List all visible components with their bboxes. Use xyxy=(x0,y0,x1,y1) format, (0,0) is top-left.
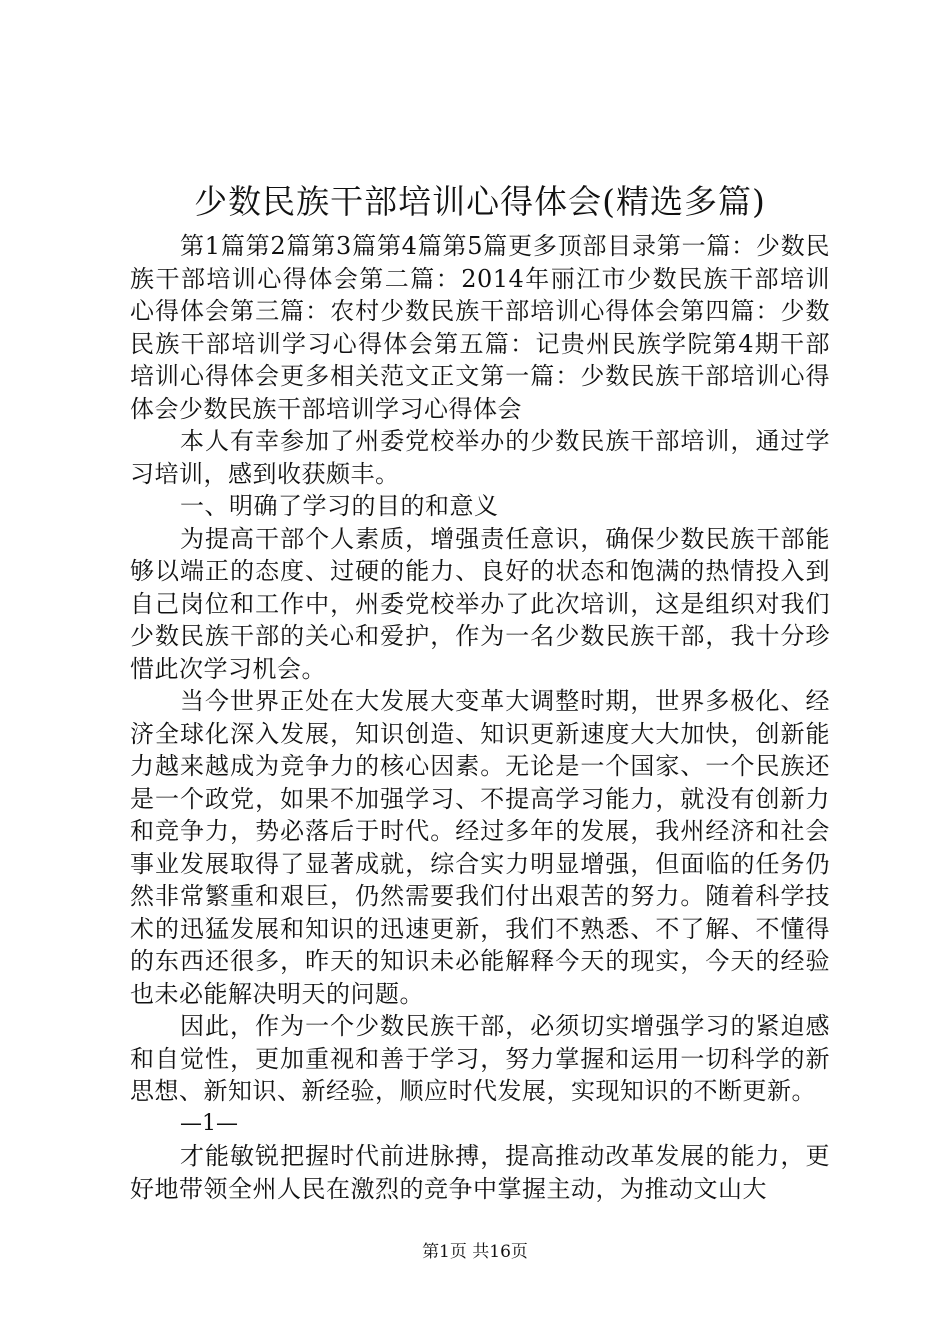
document-title: 少数民族干部培训心得体会(精选多篇) xyxy=(194,182,766,221)
section-heading: 一、明确了学习的目的和意义 xyxy=(180,492,499,520)
document-body xyxy=(130,230,830,1205)
paragraph-intro: 本人有幸参加了州委党校举办的少数民族干部培训，通过学习培训，感到收获颇丰。 xyxy=(130,427,830,488)
paragraph-body: 为提高干部个人素质，增强责任意识，确保少数民族干部能够以端正的态度、过硬的能力、良好的状态和饱满的热情投入到自己岗位和工作中，州委党校举办了此次培训，这是组织对我们少数民族干部的关心和爱护，作为一名少数民族干部，我十分珍惜此次学习机会。 xyxy=(130,524,830,683)
paragraph-body: 当今世界正处在大发展大变革大调整时期，世界多极化、经济全球化深入发展，知识创造、知识更新速度大大加快，创新能力越来越成为竞争力的核心因素。无论是一个国家、一个民族还是一个政党，如果不加强学习、不提高学习能力，就没有创新力和竞争力，势必落后于时代。经过多年的发展，我州经济和社会事业发展取得了显著成就，综合实力明显增强，但面临的任务仍然非常繁重和艰巨，仍然需要我们付出艰苦的努力。随着科学技术的迅猛发展和知识的迅速更新，我们不熟悉、不了解、不懂得的东西还很多，昨天的知识未必能解释今天的现实，今天的经验也未必能解决明天的问题。 xyxy=(130,687,830,1008)
paragraph-body: 因此，作为一个少数民族干部，必须切实增强学习的紧迫感和自觉性，更加重视和善于学习，努力掌握和运用一切科学的新思想、新知识、新经验，顺应时代发展，实现知识的不断更新。 xyxy=(130,1012,830,1105)
paragraph-table-of-contents: 第1篇第2篇第3篇第4篇第5篇更多顶部目录第一篇：少数民族干部培训心得体会第二篇：2014年丽江市少数民族干部培训心得体会第三篇：农村少数民族干部培训心得体会第四篇：少数民族干部培训学习心得体会第五篇：记贵州民族学院第4期干部培训心得体会更多相关范文正文第一篇：少数民族干部培训心得体会少数民族干部培训学习心得体会 xyxy=(130,232,830,423)
paragraph-body: 才能敏锐把握时代前进脉搏，提高推动改革发展的能力，更好地带领全州人民在激烈的竞争中掌握主动，为推动文山大 xyxy=(130,1142,830,1203)
page-footer: 第1页 共16页 xyxy=(422,1242,528,1262)
page-marker: —1— xyxy=(180,1110,238,1136)
